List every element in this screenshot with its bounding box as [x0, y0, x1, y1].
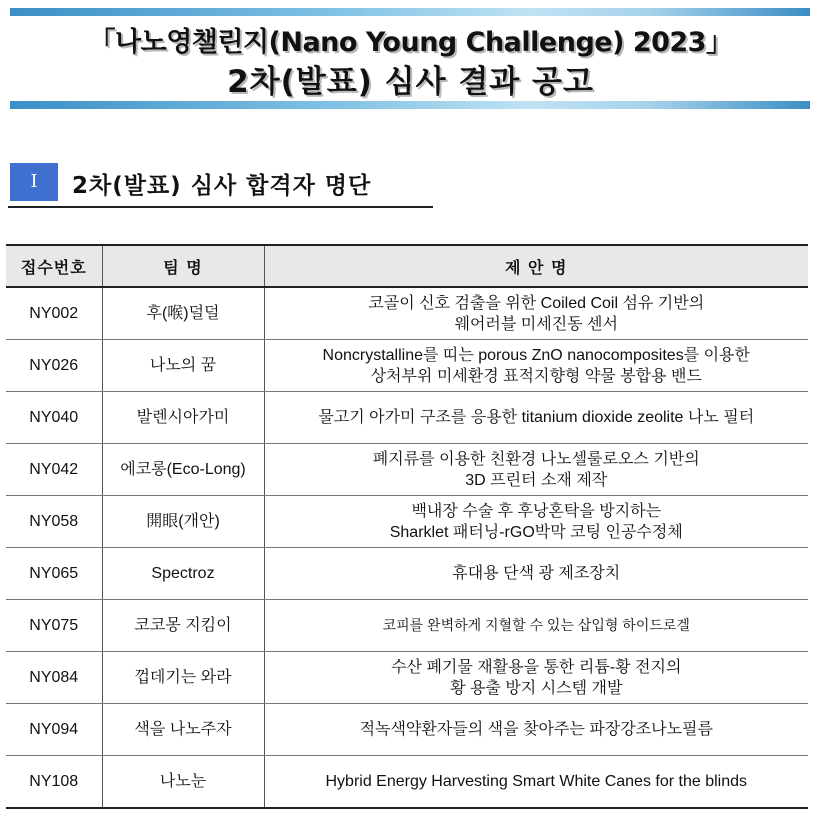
cell-proposal-title [264, 756, 808, 809]
announcement-title-line1: 「나노영챌린지(Nano Young Challenge) 2023」 [88, 27, 733, 58]
cell-application-number: NY040 [6, 392, 102, 444]
proposal-line: 황 용출 방지 시스템 개발 [450, 679, 623, 697]
cell-team-name: 껍데기는 와라 [102, 652, 264, 704]
cell-team-name: 開眼(개안) [102, 496, 264, 548]
cell-application-number: NY084 [6, 652, 102, 704]
column-header-team: 팀 명 [102, 245, 264, 287]
table-row [6, 548, 808, 600]
section-number-badge: Ⅰ [10, 163, 58, 201]
cell-team-name: 후(喉)덜덜 [102, 287, 264, 340]
cell-team-name: 발렌시아가미 [102, 392, 264, 444]
cell-team-name: 코코몽 지킴이 [102, 600, 264, 652]
cell-application-number: NY075 [6, 600, 102, 652]
cell-proposal-title [264, 444, 808, 496]
cell-proposal-title [264, 704, 808, 756]
cell-application-number: NY094 [6, 704, 102, 756]
proposal-line: 물고기 아가미 구조를 응용한 titanium dioxide zeolite 나노 필터 [318, 409, 755, 426]
proposal-line: 3D 프린터 소재 제작 [465, 471, 608, 489]
cell-proposal-title [264, 548, 808, 600]
cell-proposal-title [264, 652, 808, 704]
table-row [6, 340, 808, 392]
section-heading [8, 161, 433, 208]
table-row [6, 600, 808, 652]
proposal-line: Noncrystalline를 띠는 porous ZnO nanocomposites를 이용한 [322, 346, 750, 364]
proposal-line: Hybrid Energy Harvesting Smart White Canes for the blinds [325, 773, 747, 790]
table-header-row [6, 245, 808, 287]
table-row [6, 392, 808, 444]
table-body [6, 287, 808, 808]
cell-team-name: 에코롱(Eco-Long) [102, 444, 264, 496]
cell-application-number: NY002 [6, 287, 102, 340]
column-header-proposal: 제 안 명 [264, 245, 808, 287]
proposal-line: 폐지류를 이용한 친환경 나노셀룰로오스 기반의 [372, 450, 700, 468]
cell-team-name: 나노의 꿈 [102, 340, 264, 392]
proposal-line: 상처부위 미세환경 표적지향형 약물 봉합용 밴드 [370, 367, 702, 385]
proposal-line: 코피를 완벽하게 지혈할 수 있는 삽입형 하이드로겔 [382, 617, 690, 633]
cell-proposal-title [264, 600, 808, 652]
proposal-line: Sharklet 패터닝-rGO박막 코팅 인공수정체 [389, 523, 683, 541]
cell-team-name: 색을 나노주자 [102, 704, 264, 756]
proposal-line: 휴대용 단색 광 제조장치 [452, 565, 621, 582]
cell-application-number: NY042 [6, 444, 102, 496]
section-title: 2차(발표) 심사 합격자 명단 [72, 173, 372, 199]
results-table [6, 244, 808, 809]
announcement-title-line2: 2차(발표) 심사 결과 공고 [227, 64, 594, 100]
cell-proposal-title [264, 392, 808, 444]
table-row [6, 287, 808, 340]
proposal-line: 백내장 수술 후 후낭혼탁을 방지하는 [411, 502, 662, 520]
proposal-line: 수산 폐기물 재활용을 통한 리튬-황 전지의 [391, 658, 682, 676]
proposal-line: 적녹색약환자들의 색을 찾아주는 파장강조나노필름 [359, 721, 713, 738]
cell-proposal-title [264, 340, 808, 392]
cell-proposal-title [264, 287, 808, 340]
table-row [6, 756, 808, 809]
cell-application-number: NY065 [6, 548, 102, 600]
column-header-id: 접수번호 [6, 245, 102, 287]
cell-team-name: Spectroz [102, 548, 264, 600]
proposal-line: 웨어러블 미세진동 센서 [454, 315, 618, 333]
table-row [6, 652, 808, 704]
cell-proposal-title [264, 496, 808, 548]
cell-application-number: NY108 [6, 756, 102, 809]
table-row [6, 704, 808, 756]
cell-team-name: 나노눈 [102, 756, 264, 809]
cell-application-number: NY058 [6, 496, 102, 548]
table-row [6, 444, 808, 496]
bottom-gradient-bar [10, 101, 810, 109]
table-row [6, 496, 808, 548]
top-gradient-bar [10, 8, 810, 16]
proposal-line: 코골이 신호 검출을 위한 Coiled Coil 섬유 기반의 [368, 294, 705, 312]
cell-application-number: NY026 [6, 340, 102, 392]
